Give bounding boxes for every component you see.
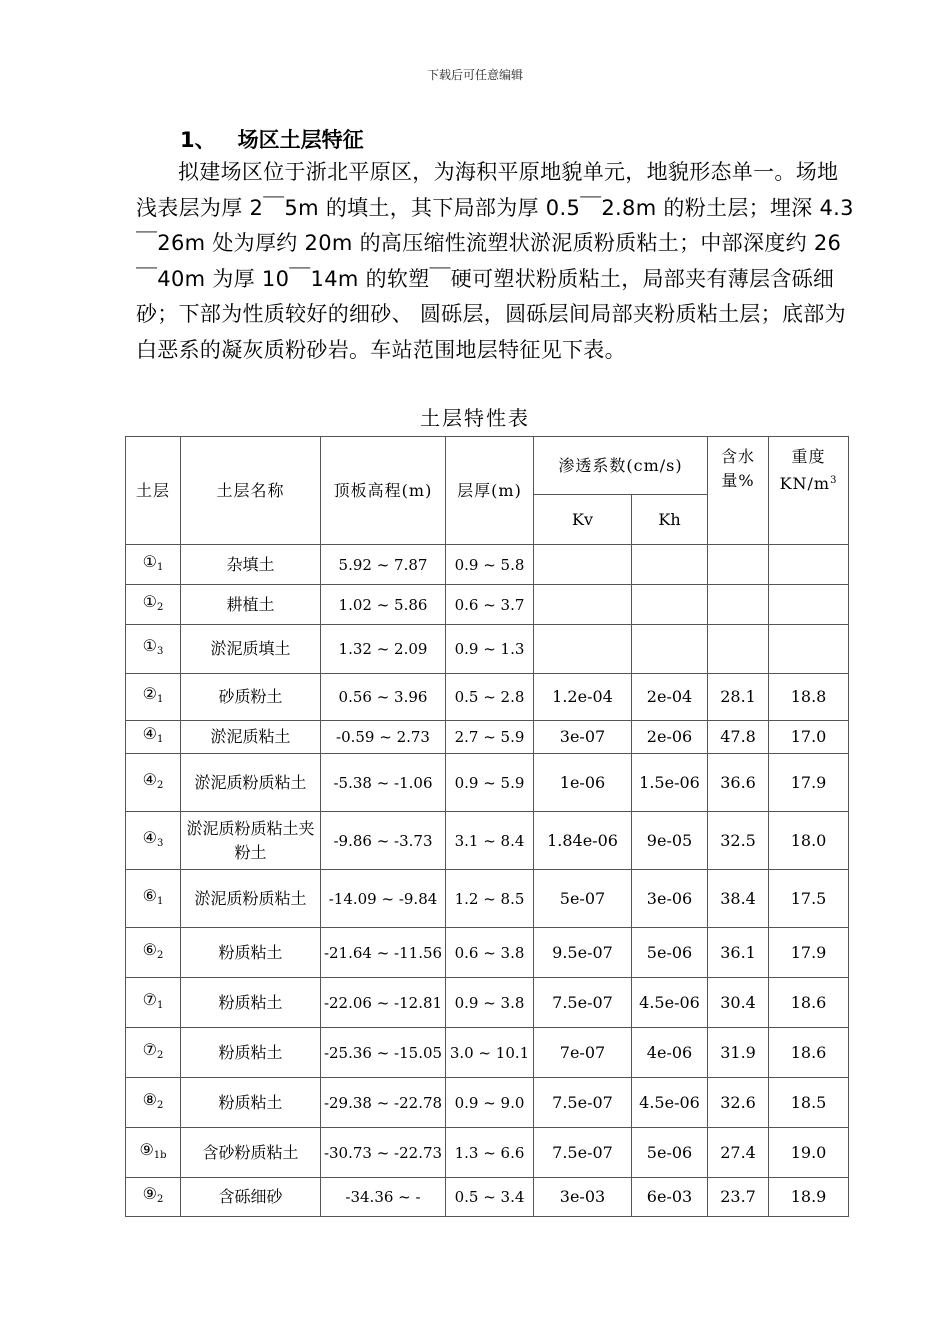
header-permeability: 渗透系数(cm/s) bbox=[534, 437, 708, 495]
soil-layer-table bbox=[125, 436, 849, 1217]
table-row bbox=[126, 1078, 849, 1128]
cell-kh: 2e-06 bbox=[632, 721, 708, 754]
header-water-content: 含水 量% bbox=[708, 437, 769, 545]
cell-kv: 7e-07 bbox=[534, 1028, 632, 1078]
cell-water-content: 36.6 bbox=[708, 754, 769, 812]
cell-layer: $①_1$ bbox=[126, 545, 181, 585]
cell-name: 淤泥质填土 bbox=[181, 625, 321, 674]
cell-kv: 5e-07 bbox=[534, 870, 632, 928]
cell-top-elevation: -30.73 ~ -22.73 bbox=[321, 1128, 446, 1178]
cell-water-content: 30.4 bbox=[708, 978, 769, 1028]
table-row bbox=[126, 812, 849, 870]
cell-water-content: 32.6 bbox=[708, 1078, 769, 1128]
cell-top-elevation: 1.02 ~ 5.86 bbox=[321, 585, 446, 625]
cell-kh bbox=[632, 545, 708, 585]
cell-thickness: 0.9 ~ 5.9 bbox=[446, 754, 534, 812]
page-header: 下载后可任意编辑 bbox=[426, 68, 523, 82]
cell-layer: $②_1$ bbox=[126, 674, 181, 721]
cell-name: 耕植土 bbox=[181, 585, 321, 625]
cell-top-elevation: -14.09 ~ -9.84 bbox=[321, 870, 446, 928]
cell-kh: 5e-06 bbox=[632, 928, 708, 978]
cell-unit-weight: 17.9 bbox=[769, 754, 849, 812]
cell-layer: $①_2$ bbox=[126, 585, 181, 625]
cell-thickness: 3.1 ~ 8.4 bbox=[446, 812, 534, 870]
cell-name: 粉质粘土 bbox=[181, 1028, 321, 1078]
cell-layer: $④_1$ bbox=[126, 721, 181, 754]
cell-top-elevation: -0.59 ~ 2.73 bbox=[321, 721, 446, 754]
cell-layer: $⑨_{1b}$ bbox=[126, 1128, 181, 1178]
cell-unit-weight: 18.8 bbox=[769, 674, 849, 721]
cell-top-elevation: -34.36 ~ - bbox=[321, 1178, 446, 1217]
cell-unit-weight: 17.5 bbox=[769, 870, 849, 928]
cell-thickness: 0.5 ~ 2.8 bbox=[446, 674, 534, 721]
cell-name: 淤泥质粉质粘土 bbox=[181, 754, 321, 812]
section-number: 1、 bbox=[180, 128, 216, 152]
cell-name: 淤泥质粉质粘土夹粉土 bbox=[181, 812, 321, 870]
cell-name: 粉质粘土 bbox=[181, 928, 321, 978]
cell-kh: 1.5e-06 bbox=[632, 754, 708, 812]
cell-kv bbox=[534, 625, 632, 674]
table-row bbox=[126, 1028, 849, 1078]
header-thickness: 层厚(m) bbox=[446, 437, 534, 545]
cell-top-elevation: 5.92 ~ 7.87 bbox=[321, 545, 446, 585]
header-kv: Kv bbox=[534, 495, 632, 545]
cell-kv: 1e-06 bbox=[534, 754, 632, 812]
cell-water-content: 36.1 bbox=[708, 928, 769, 978]
cell-layer: $⑦_1$ bbox=[126, 978, 181, 1028]
table-row bbox=[126, 1178, 849, 1217]
cell-kv: 9.5e-07 bbox=[534, 928, 632, 978]
cell-name: 淤泥质粘土 bbox=[181, 721, 321, 754]
cell-top-elevation: 1.32 ~ 2.09 bbox=[321, 625, 446, 674]
cell-thickness: 1.2 ~ 8.5 bbox=[446, 870, 534, 928]
header-top-elevation: 顶板高程(m) bbox=[321, 437, 446, 545]
cell-name: 砂质粉土 bbox=[181, 674, 321, 721]
cell-layer: $④_3$ bbox=[126, 812, 181, 870]
cell-unit-weight: 18.5 bbox=[769, 1078, 849, 1128]
cell-kh: 2e-04 bbox=[632, 674, 708, 721]
cell-unit-weight bbox=[769, 545, 849, 585]
cell-unit-weight: 19.0 bbox=[769, 1128, 849, 1178]
cell-top-elevation: -5.38 ~ -1.06 bbox=[321, 754, 446, 812]
cell-thickness: 0.6 ~ 3.7 bbox=[446, 585, 534, 625]
cell-top-elevation: -21.64 ~ -11.56 bbox=[321, 928, 446, 978]
cell-thickness: 0.9 ~ 5.8 bbox=[446, 545, 534, 585]
cell-kh: 5e-06 bbox=[632, 1128, 708, 1178]
table-row bbox=[126, 721, 849, 754]
cell-kh: 9e-05 bbox=[632, 812, 708, 870]
cell-top-elevation: -25.36 ~ -15.05 bbox=[321, 1028, 446, 1078]
cell-water-content: 31.9 bbox=[708, 1028, 769, 1078]
header-unit-weight: 重度 $KN/m^3$ bbox=[769, 437, 849, 545]
cell-kv: 3e-07 bbox=[534, 721, 632, 754]
cell-layer: $⑥_2$ bbox=[126, 928, 181, 978]
cell-unit-weight bbox=[769, 625, 849, 674]
cell-layer: $⑦_2$ bbox=[126, 1028, 181, 1078]
cell-kh bbox=[632, 585, 708, 625]
cell-top-elevation: -9.86 ~ -3.73 bbox=[321, 812, 446, 870]
cell-kv bbox=[534, 585, 632, 625]
header-kh: Kh bbox=[632, 495, 708, 545]
cell-name: 含砂粉质粘土 bbox=[181, 1128, 321, 1178]
cell-unit-weight: 17.0 bbox=[769, 721, 849, 754]
cell-water-content bbox=[708, 625, 769, 674]
cell-water-content bbox=[708, 585, 769, 625]
table-row bbox=[126, 625, 849, 674]
cell-top-elevation: -29.38 ~ -22.78 bbox=[321, 1078, 446, 1128]
cell-kh bbox=[632, 625, 708, 674]
body-paragraph: 拟建场区位于浙北平原区，为海积平原地貌单元，地貌形态单一。场地浅表层为厚 2￣5m 的填土，其下局部为厚 0.5￣2.8m 的粉土层；埋深 4.3￣26m 处为厚约 20m 的高压缩性流塑状淤泥质粉质粘土；中部深度约 26￣40m 为厚 10￣14m 的软塑￣硬可塑状粉质粘土，局部夹有薄层含砾细砂；下部为性质较好的细砂、 圆砾层，圆砾层间局部夹粉质粘土层；底部为白恶系的凝灰质粉砂岩。车站范围地层特征见下表。 bbox=[136, 160, 854, 362]
table-row bbox=[126, 674, 849, 721]
cell-name: 杂填土 bbox=[181, 545, 321, 585]
table-row bbox=[126, 1128, 849, 1178]
cell-layer: $⑧_2$ bbox=[126, 1078, 181, 1128]
table-row bbox=[126, 978, 849, 1028]
cell-thickness: 2.7 ~ 5.9 bbox=[446, 721, 534, 754]
cell-kh: 4.5e-06 bbox=[632, 1078, 708, 1128]
cell-top-elevation: 0.56 ~ 3.96 bbox=[321, 674, 446, 721]
cell-unit-weight: 18.6 bbox=[769, 1028, 849, 1078]
section-title: 场区土层特征 bbox=[237, 128, 364, 152]
cell-name: 含砾细砂 bbox=[181, 1178, 321, 1217]
cell-kh: 6e-03 bbox=[632, 1178, 708, 1217]
table-row bbox=[126, 870, 849, 928]
cell-unit-weight: 18.9 bbox=[769, 1178, 849, 1217]
cell-kv: 7.5e-07 bbox=[534, 1128, 632, 1178]
cell-unit-weight bbox=[769, 585, 849, 625]
table-row bbox=[126, 928, 849, 978]
cell-water-content: 47.8 bbox=[708, 721, 769, 754]
cell-thickness: 1.3 ~ 6.6 bbox=[446, 1128, 534, 1178]
cell-kv: 1.84e-06 bbox=[534, 812, 632, 870]
header-layer: 土层 bbox=[126, 437, 181, 545]
header-name: 土层名称 bbox=[181, 437, 321, 545]
cell-name: 淤泥质粉质粘土 bbox=[181, 870, 321, 928]
cell-water-content: 32.5 bbox=[708, 812, 769, 870]
cell-name: 粉质粘土 bbox=[181, 978, 321, 1028]
table-row bbox=[126, 754, 849, 812]
cell-kv bbox=[534, 545, 632, 585]
cell-thickness: 0.9 ~ 1.3 bbox=[446, 625, 534, 674]
table-caption: 土层特性表 bbox=[420, 406, 530, 430]
cell-water-content: 23.7 bbox=[708, 1178, 769, 1217]
cell-water-content: 27.4 bbox=[708, 1128, 769, 1178]
cell-thickness: 0.9 ~ 3.8 bbox=[446, 978, 534, 1028]
cell-unit-weight: 17.9 bbox=[769, 928, 849, 978]
cell-layer: $①_3$ bbox=[126, 625, 181, 674]
section-heading bbox=[180, 124, 364, 154]
cell-kv: 3e-03 bbox=[534, 1178, 632, 1217]
table-row bbox=[126, 585, 849, 625]
cell-unit-weight: 18.0 bbox=[769, 812, 849, 870]
cell-thickness: 0.6 ~ 3.8 bbox=[446, 928, 534, 978]
table-row bbox=[126, 545, 849, 585]
cell-thickness: 0.5 ~ 3.4 bbox=[446, 1178, 534, 1217]
cell-name: 粉质粘土 bbox=[181, 1078, 321, 1128]
cell-kv: 7.5e-07 bbox=[534, 1078, 632, 1128]
cell-water-content: 38.4 bbox=[708, 870, 769, 928]
cell-water-content bbox=[708, 545, 769, 585]
cell-kv: 1.2e-04 bbox=[534, 674, 632, 721]
cell-layer: $④_2$ bbox=[126, 754, 181, 812]
cell-kh: 4e-06 bbox=[632, 1028, 708, 1078]
cell-kv: 7.5e-07 bbox=[534, 978, 632, 1028]
cell-layer: $⑥_1$ bbox=[126, 870, 181, 928]
cell-unit-weight: 18.6 bbox=[769, 978, 849, 1028]
cell-kh: 4.5e-06 bbox=[632, 978, 708, 1028]
cell-thickness: 0.9 ~ 9.0 bbox=[446, 1078, 534, 1128]
cell-kh: 3e-06 bbox=[632, 870, 708, 928]
cell-water-content: 28.1 bbox=[708, 674, 769, 721]
cell-top-elevation: -22.06 ~ -12.81 bbox=[321, 978, 446, 1028]
cell-thickness: 3.0 ~ 10.1 bbox=[446, 1028, 534, 1078]
cell-layer: $⑨_2$ bbox=[126, 1178, 181, 1217]
